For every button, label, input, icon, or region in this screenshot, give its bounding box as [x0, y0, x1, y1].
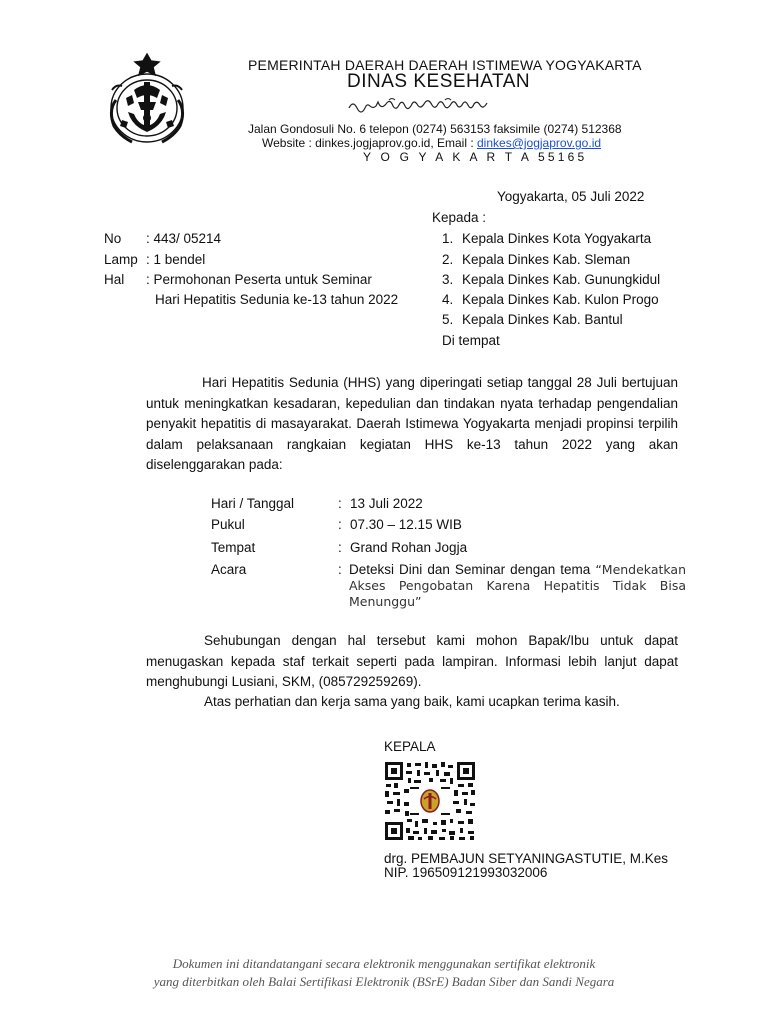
- event-place-row: Tempat : Grand Rohan Jogja: [211, 540, 468, 555]
- closing-sentence: Atas perhatian dan kerja sama yang baik, kami ucapkan terima kasih.: [204, 694, 620, 709]
- recipient-closing: Di tempat: [442, 333, 500, 348]
- recipient-item: 5. Kepala Dinkes Kab. Bantul: [442, 312, 623, 327]
- signatory-title: KEPALA: [384, 739, 436, 754]
- qr-code-icon: [384, 761, 476, 841]
- recipient-item: 4. Kepala Dinkes Kab. Kulon Progo: [442, 292, 659, 307]
- footer-line-2: yang diterbitkan oleh Balai Sertifikasi Elektronik (BSrE) Badan Siber dan Sandi Negara: [153, 974, 615, 989]
- body-paragraph-intro: Hari Hepatitis Sedunia (HHS) yang diperingati setiap tanggal 28 Juli bertujuan untuk meningkatkan kesadaran, kepedulian dan tindakan nyata terhadap pengendalian penyakit hepatitis di masayarakat. Daerah Istimewa Yogyakarta menjadi propinsi terpilih dalam pelaksanaan rangkaian kegiatan HHS ke-13 tahun 2022 yang akan diselenggarakan pada:: [146, 375, 678, 473]
- meta-lamp: Lamp : 1 bendel: [104, 252, 206, 267]
- meta-no: No : 443/ 05214: [104, 231, 222, 246]
- website-text: Website : dinkes.jogjaprov.go.id, Email :: [262, 136, 477, 150]
- government-name: PEMERINTAH DAERAH DAERAH ISTIMEWA YOGYAKARTA: [248, 57, 642, 73]
- signatory-name: drg. PEMBAJUN SETYANINGASTUTIE, M.Kes: [384, 851, 669, 866]
- event-date-row: Hari / Tanggal : 13 Juli 2022: [211, 496, 423, 511]
- agency-name: DINAS KESEHATAN: [347, 71, 531, 92]
- meta-hal-continued: Hari Hepatitis Sedunia ke-13 tahun 2022: [155, 292, 399, 307]
- email-link[interactable]: dinkes@jogjaprov.go.id: [477, 136, 602, 150]
- recipient-item: 1. Kepala Dinkes Kota Yogyakarta: [442, 231, 652, 246]
- office-address: Jalan Gondosuli No. 6 telepon (0274) 563153 faksimile (0274) 512368: [248, 122, 622, 136]
- recipient-item: 3. Kepala Dinkes Kab. Gunungkidul: [442, 272, 661, 287]
- body-paragraph-request: Sehubungan dengan hal tersebut kami mohon Bapak/Ibu untuk dapat menugaskan kepada staf terkait seperti pada lampiran. Informasi lebih lanjut dapat menghubungi Lusiani, SKM, (085729259269).: [146, 633, 678, 690]
- meta-hal: Hal : Permohonan Peserta untuk Seminar: [104, 272, 372, 287]
- event-time-row: Pukul : 07.30 – 12.15 WIB: [211, 517, 462, 532]
- recipient-item: 2. Kepala Dinkes Kab. Sleman: [442, 252, 631, 267]
- recipient-heading: Kepada :: [432, 210, 487, 225]
- event-agenda-value: Deteksi Dini dan Seminar dengan tema “Mendekatkan Akses Pengobatan Karena Hepatitis Tidak Bisa Menunggu”: [349, 562, 686, 609]
- city-postal: Y O G Y A K A R T A 55165: [363, 150, 588, 164]
- coat-of-arms-logo: [104, 50, 190, 146]
- letter-date: Yogyakarta, 05 Juli 2022: [497, 189, 645, 204]
- event-agenda-row: Acara :: [211, 562, 342, 577]
- footer-line-1: Dokumen ini ditandatangani secara elektronik menggunakan sertifikat elektronik: [172, 956, 596, 971]
- contact-line: [262, 136, 601, 150]
- agency-javanese-script: [347, 96, 507, 118]
- signatory-nip: NIP. 196509121993032006: [384, 865, 548, 880]
